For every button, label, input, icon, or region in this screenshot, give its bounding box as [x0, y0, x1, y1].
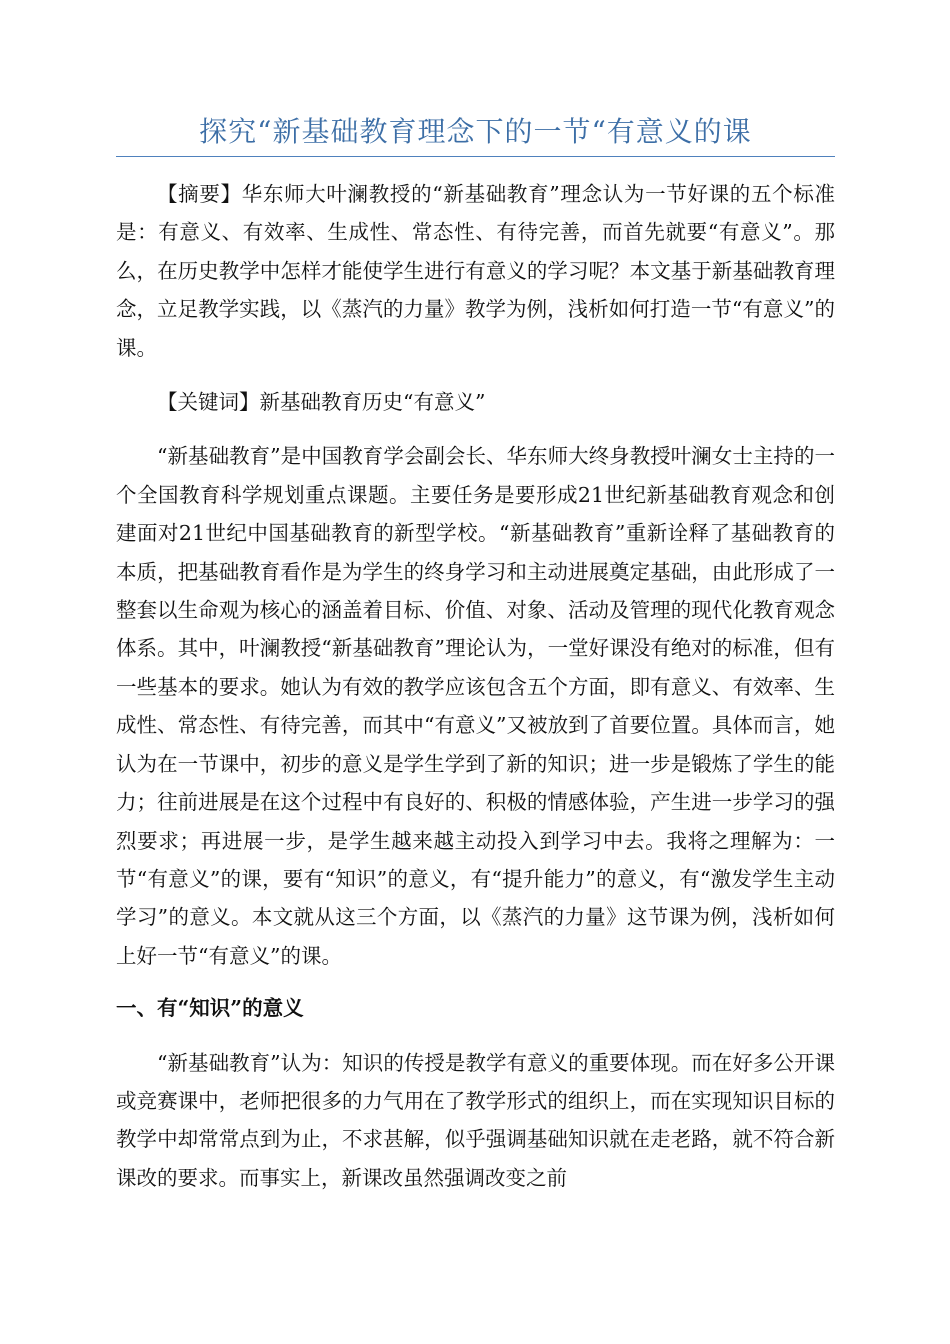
section-heading: 一、有“知识”的意义 [116, 996, 304, 1021]
abstract-paragraph: 【摘要】华东师大叶澜教授的“新基础教育”理念认为一节好课的五个标准是：有意义、有效率、生成性、常态性、有待完善，而首先就要“有意义”。那么，在历史教学中怎样才能使学生进行有意义的学习呢？本文基于新基础教育理念，立足教学实践，以《蒸汽的力量》教学为例，浅析如何打造一节“有意义”的课。 [116, 182, 835, 360]
intro-paragraph: “新基础教育”是中国教育学会副会长、华东师大终身教授叶澜女士主持的一个全国教育科学规划重点课题。主要任务是要形成21世纪新基础教育观念和创建面对21世纪中国基础教育的新型学校。“新基础教育”重新诠释了基础教育的本质，把基础教育看作是为学生的终身学习和主动进展奠定基础，由此形成了一整套以生命观为核心的涵盖着目标、价值、对象、活动及管理的现代化教育观念体系。其中，叶澜教授“新基础教育”理论认为，一堂好课没有绝对的标准，但有一些基本的要求。她认为有效的教学应该包含五个方面，即有意义、有效率、生成性、常态性、有待完善，而其中“有意义”又被放到了首要位置。具体而言，她认为在一节课中，初步的意义是学生学到了新的知识；进一步是锻炼了学生的能力；往前进展是在这个过程中有良好的、积极的情感体验，产生进一步学习的强烈要求；再进展一步，是学生越来越主动投入到学习中去。我将之理解为：一节“有意义”的课，要有“知识”的意义，有“提升能力”的意义，有“激发学生主动学习”的意义。本文就从这三个方面，以《蒸汽的力量》这节课为例，浅析如何上好一节“有意义”的课。 [116, 444, 835, 968]
document-body [116, 175, 835, 1197]
section-paragraph: “新基础教育”认为：知识的传授是教学有意义的重要体现。而在好多公开课或竞赛课中，老师把很多的力气用在了教学形式的组织上，而在实现知识目标的教学中却常常点到为止，不求甚解，似乎强调基础知识就在走老路，就不符合新课改的要求。而事实上，新课改虽然强调改变之前 [116, 1050, 835, 1190]
keywords-paragraph: 【关键词】新基础教育历史“有意义” [157, 390, 486, 415]
document-title: 探究“新基础教育理念下的一节“有意义的课 [116, 112, 835, 157]
